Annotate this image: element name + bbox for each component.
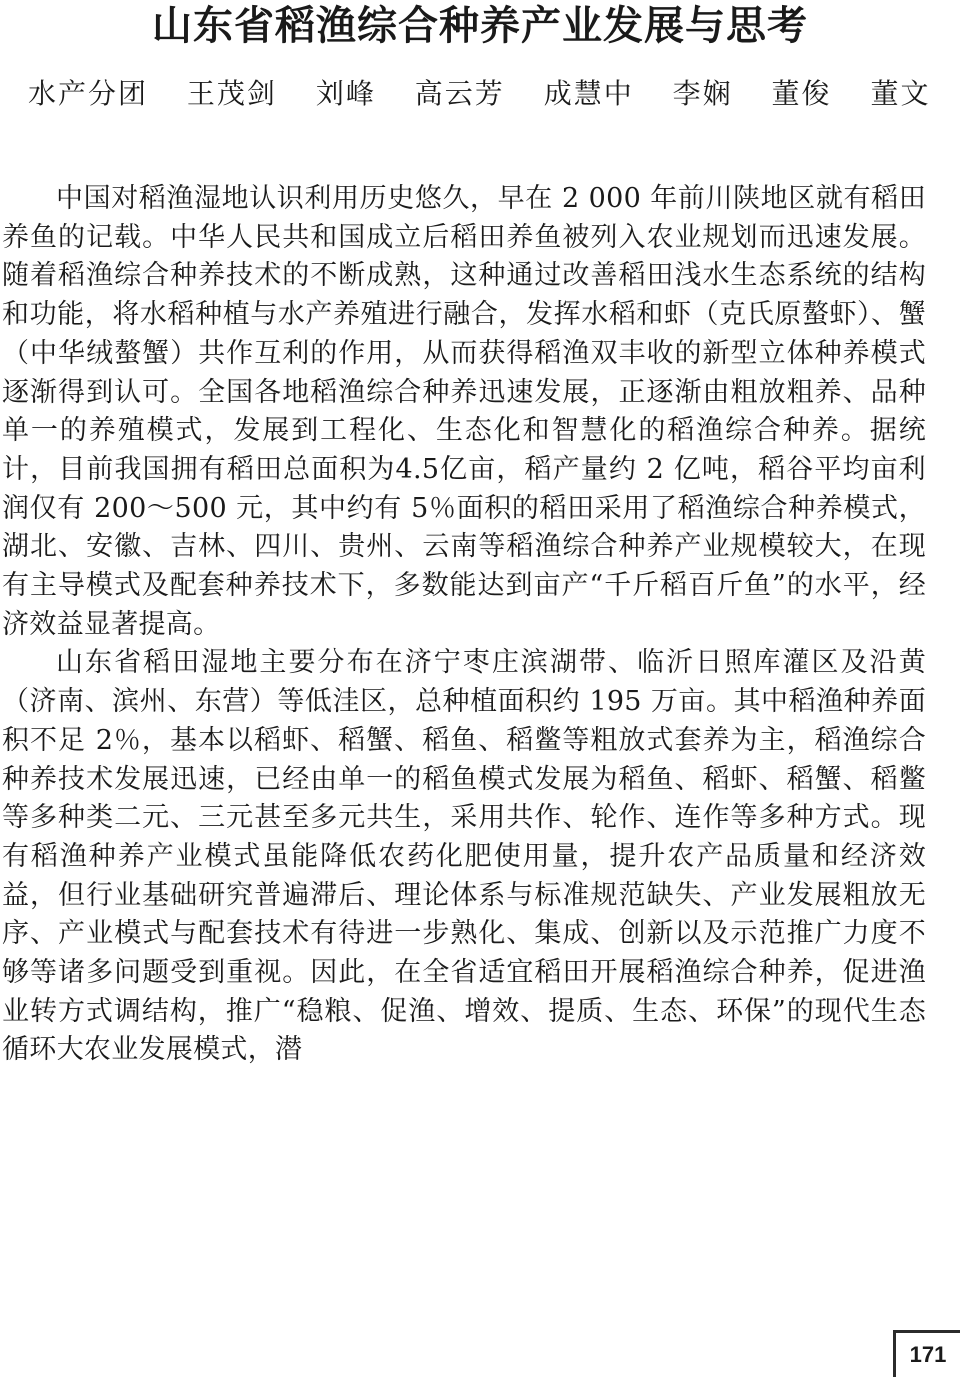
author-name: 董俊 (771, 77, 832, 110)
author-name: 刘峰 (315, 77, 376, 110)
article-title: 山东省稻渔综合种养产业发展与思考 (152, 2, 808, 49)
author-list (28, 72, 931, 116)
article-body (2, 180, 926, 1070)
author-name: 高云芳 (414, 77, 505, 110)
body-paragraph: 山东省稻田湿地主要分布在济宁枣庄滨湖带、临沂日照库灌区及沿黄（济南、滨州、东营）等低洼区，总种植面积约 195 万亩。其中稻渔种养面积不足 2％，基本以稻虾、稻蟹、稻鱼、稻鳖等粗放式套养为主，稻渔综合种养技术发展迅速，已经由单一的稻鱼模式发展为稻鱼、稻虾、稻蟹、稻鳖等多种类二元、三元甚至多元共生，采用共作、轮作、连作等多种方式。现有稻渔种养产业模式虽能降低农药化肥使用量，提升农产品质量和经济效益，但行业基础研究普遍滞后、理论体系与标准规范缺失、产业发展粗放无序、产业模式与配套技术有待进一步熟化、集成、创新以及示范推广力度不够等诸多问题受到重视。因此，在全省适宜稻田开展稻渔综合种养，促进渔业转方式调结构，推广“稳粮、促渔、增效、提质、生态、环保”的现代生态循环大农业发展模式，潜 (2, 647, 926, 1066)
author-name: 水产分团 (28, 77, 149, 110)
body-paragraph: 中国对稻渔湿地认识利用历史悠久，早在 2 000 年前川陕地区就有稻田养鱼的记载。中华人民共和国成立后稻田养鱼被列入农业规划而迅速发展。随着稻渔综合种养技术的不断成熟，这种通过改善稻田浅水生态系统的结构和功能，将水稻种植与水产养殖进行融合，发挥水稻和虾（克氏原螯虾）、蟹（中华绒螯蟹）共作互利的作用，从而获得稻渔双丰收的新型立体种养模式逐渐得到认可。全国各地稻渔综合种养迅速发展，正逐渐由粗放粗养、品种单一的养殖模式，发展到工程化、生态化和智慧化的稻渔综合种养。据统计，目前我国拥有稻田总面积为4.5亿亩，稻产量约 2 亿吨，稻谷平均亩利润仅有 200～500 元，其中约有 5％面积的稻田采用了稻渔综合种养模式，湖北、安徽、吉林、四川、贵州、云南等稻渔综合种养产业规模较大，在现有主导模式及配套种养技术下，多数能达到亩产“千斤稻百斤鱼”的水平，经济效益显著提高。 (2, 183, 926, 640)
author-name: 李娴 (672, 77, 733, 110)
author-name: 王茂剑 (186, 77, 277, 110)
author-name: 成慧中 (543, 77, 634, 110)
author-name: 董文 (870, 77, 931, 110)
page-number: 171 (893, 1330, 960, 1377)
